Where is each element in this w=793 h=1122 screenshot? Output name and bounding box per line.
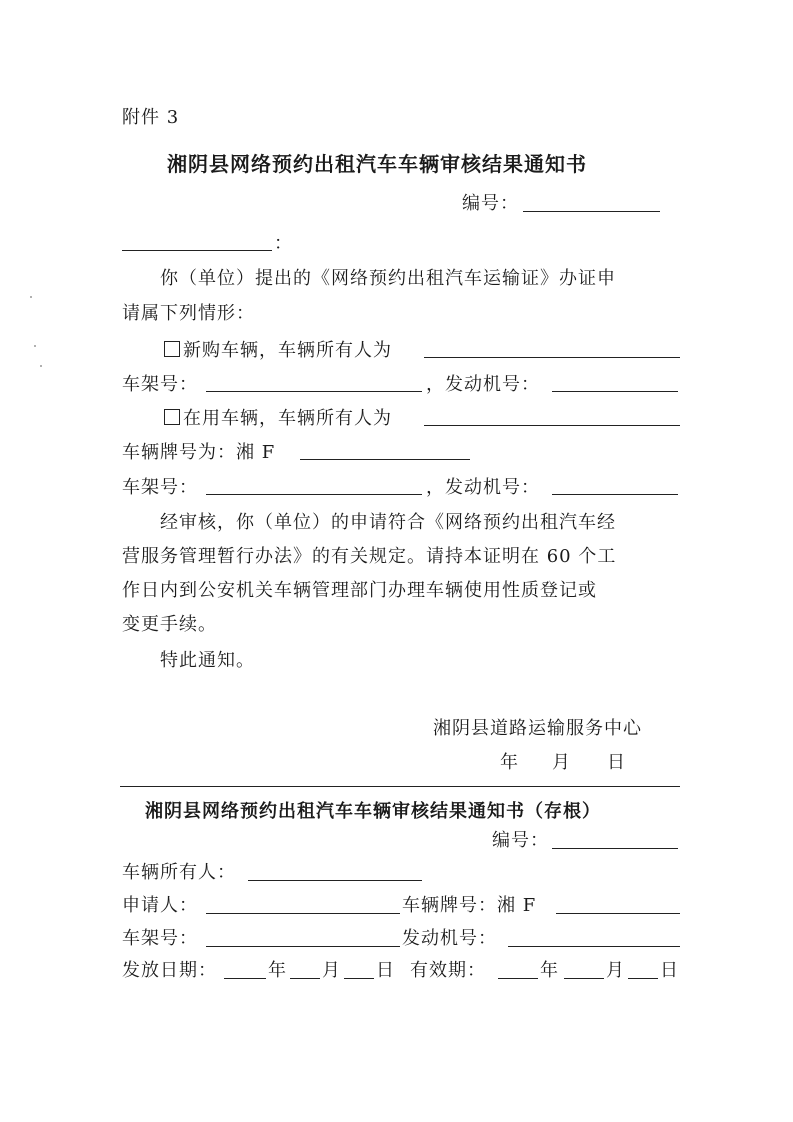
used-vehicle-option[interactable] <box>164 408 392 430</box>
addressee-field[interactable] <box>122 250 272 251</box>
new-vehicle-option[interactable] <box>164 340 392 362</box>
issuer: 湘阴县道路运输服务中心 <box>433 718 642 739</box>
stub-plate-field[interactable] <box>556 913 680 914</box>
body-line-2: 营服务管理暂行办法》的有关规定。请持本证明在 60 个工 <box>122 546 617 567</box>
used-engine-field[interactable] <box>552 494 678 495</box>
used-engine-label: ，发动机号： <box>426 477 540 498</box>
new-engine-field[interactable] <box>552 391 678 392</box>
stub-applicant-label: 申请人： <box>122 895 198 916</box>
notice-closing: 特此通知。 <box>160 650 255 671</box>
scan-speck <box>40 365 42 367</box>
issue-day-label: 日 <box>376 960 395 981</box>
issue-day-field[interactable] <box>344 978 374 979</box>
number-label: 编号： <box>462 193 519 214</box>
stub-frame-field[interactable] <box>206 946 400 947</box>
new-vehicle-checkbox[interactable] <box>164 341 180 357</box>
stub-frame-label: 车架号： <box>122 928 198 949</box>
valid-day-field[interactable] <box>628 978 658 979</box>
stub-owner-label: 车辆所有人： <box>122 862 236 883</box>
stub-number-field[interactable] <box>552 848 678 849</box>
stub-issue-date-label: 发放日期： <box>122 960 217 981</box>
issue-month-label: 月 <box>322 960 341 981</box>
stub-engine-field[interactable] <box>508 946 680 947</box>
body-line-1: 经审核，你（单位）的申请符合《网络预约出租汽车经 <box>160 512 616 533</box>
number-field[interactable] <box>523 211 660 212</box>
intro-line-2: 请属下列情形： <box>122 303 255 324</box>
body-line-3: 作日内到公安机关车辆管理部门办理车辆使用性质登记或 <box>122 580 597 601</box>
used-vehicle-checkbox[interactable] <box>164 409 180 425</box>
issue-month-field[interactable] <box>290 978 320 979</box>
valid-month-label: 月 <box>606 960 625 981</box>
new-frame-field[interactable] <box>206 391 422 392</box>
new-vehicle-label: 新购车辆，车辆所有人为 <box>183 340 392 361</box>
cut-line <box>120 786 680 787</box>
scan-speck <box>30 296 32 298</box>
valid-month-field[interactable] <box>564 978 604 979</box>
used-plate-label: 车辆牌号为：湘 F <box>122 442 276 463</box>
valid-day-label: 日 <box>660 960 679 981</box>
valid-year-field[interactable] <box>498 978 538 979</box>
stub-applicant-field[interactable] <box>206 913 400 914</box>
body-line-4: 变更手续。 <box>122 614 217 635</box>
new-engine-label: ，发动机号： <box>426 374 540 395</box>
intro-line-1: 你（单位）提出的《网络预约出租汽车运输证》办证申 <box>160 268 616 289</box>
issue-year-field[interactable] <box>224 978 266 979</box>
date-month: 月 <box>552 752 571 773</box>
date-year: 年 <box>500 752 519 773</box>
stub-engine-label: 发动机号： <box>402 928 497 949</box>
stub-title: 湘阴县网络预约出租汽车车辆审核结果通知书（存根） <box>145 801 601 822</box>
used-frame-label: 车架号： <box>122 477 198 498</box>
used-frame-field[interactable] <box>206 494 422 495</box>
stub-valid-label: 有效期： <box>410 960 486 981</box>
issue-year-label: 年 <box>268 960 287 981</box>
new-frame-label: 车架号： <box>122 374 198 395</box>
new-owner-field[interactable] <box>424 357 680 358</box>
valid-year-label: 年 <box>540 960 559 981</box>
stub-owner-field[interactable] <box>248 880 422 881</box>
used-owner-field[interactable] <box>424 425 680 426</box>
addressee-colon: ： <box>274 233 293 254</box>
used-plate-field[interactable] <box>300 459 470 460</box>
stub-number-label: 编号： <box>492 830 549 851</box>
scan-speck <box>34 345 36 347</box>
date-day: 日 <box>607 752 626 773</box>
page-title: 湘阴县网络预约出租汽车车辆审核结果通知书 <box>167 152 587 176</box>
stub-plate-label: 车辆牌号：湘 F <box>402 895 537 916</box>
attachment-label: 附件 3 <box>122 107 180 128</box>
used-vehicle-label: 在用车辆，车辆所有人为 <box>183 408 392 429</box>
